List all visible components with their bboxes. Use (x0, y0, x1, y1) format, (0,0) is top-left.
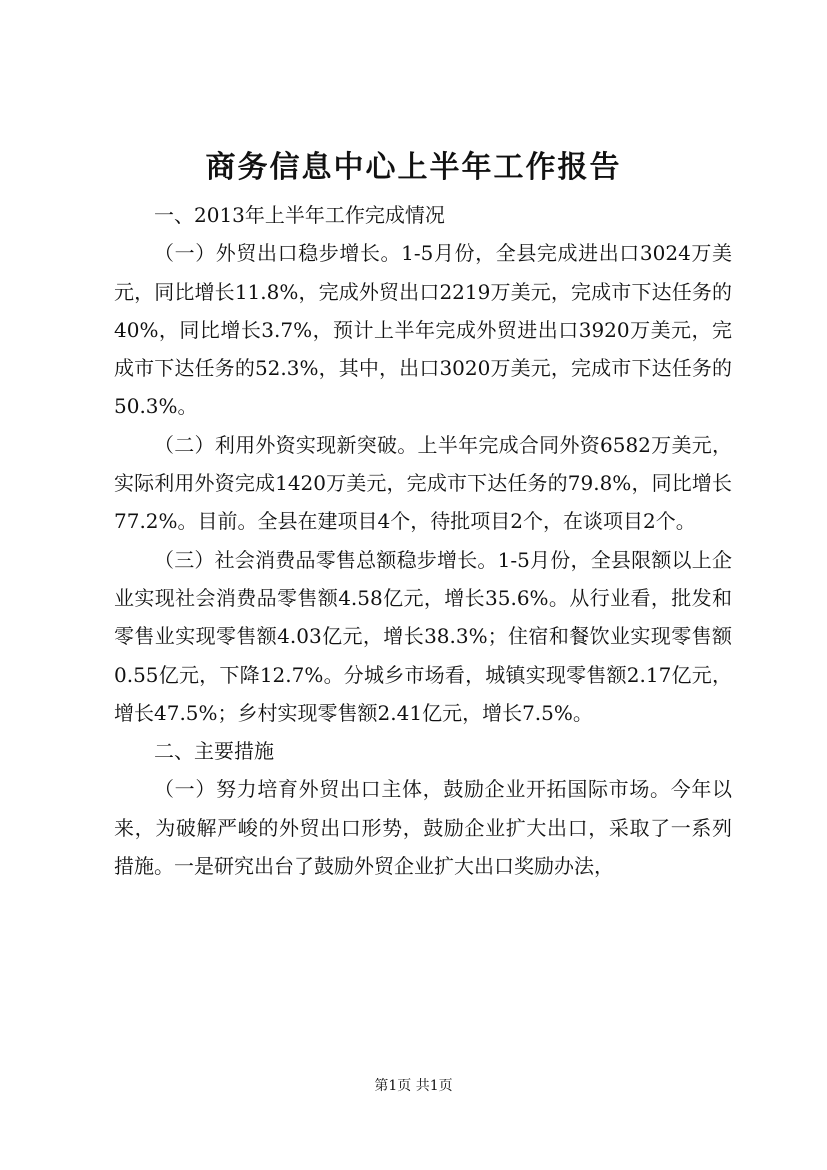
section-heading-1: 一、2013年上半年工作完成情况 (154, 203, 445, 227)
paragraph-retail-sales: （三）社会消费品零售总额稳步增长。1-5月份，全县限额以上企业实现社会消费品零售额4.58亿元，增长35.6%。从行业看，批发和零售业实现零售额4.03亿元，增长38.3%；住宿和餐饮业实现零售额0.55亿元，下降12.7%。分城乡市场看，城镇实现零售额2.17亿元，增长47.5%；乡村实现零售额2.41亿元，增长7.5%。 (114, 547, 732, 725)
section-heading-2: 二、主要措施 (154, 739, 274, 764)
paragraph-foreign-trade: （一）外贸出口稳步增长。1-5月份，全县完成进出口3024万美元，同比增长11.8%，完成外贸出口2219万美元，完成市下达任务的40%，同比增长3.7%，预计上半年完成外贸进出口3920万美元，完成市下达任务的52.3%，其中，出口3020万美元，完成市下达任务的50.3%。 (114, 241, 732, 419)
page-footer: 第1页 共1页 (374, 1078, 453, 1094)
document-body (114, 196, 732, 885)
paragraph-measures-1: （一）努力培育外贸出口主体，鼓励企业开拓国际市场。今年以来，为破解严峻的外贸出口形势，鼓励企业扩大出口，采取了一系列措施。一是研究出台了鼓励外贸企业扩大出口奖励办法， (114, 777, 732, 879)
document-title: 商务信息中心上半年工作报告 (205, 150, 622, 185)
paragraph-foreign-investment: （二）利用外资实现新突破。上半年完成合同外资6582万美元，实际利用外资完成1420万美元，完成市下达任务的79.8%，同比增长77.2%。目前。全县在建项目4个，待批项目2个，在谈项目2个。 (114, 432, 732, 534)
